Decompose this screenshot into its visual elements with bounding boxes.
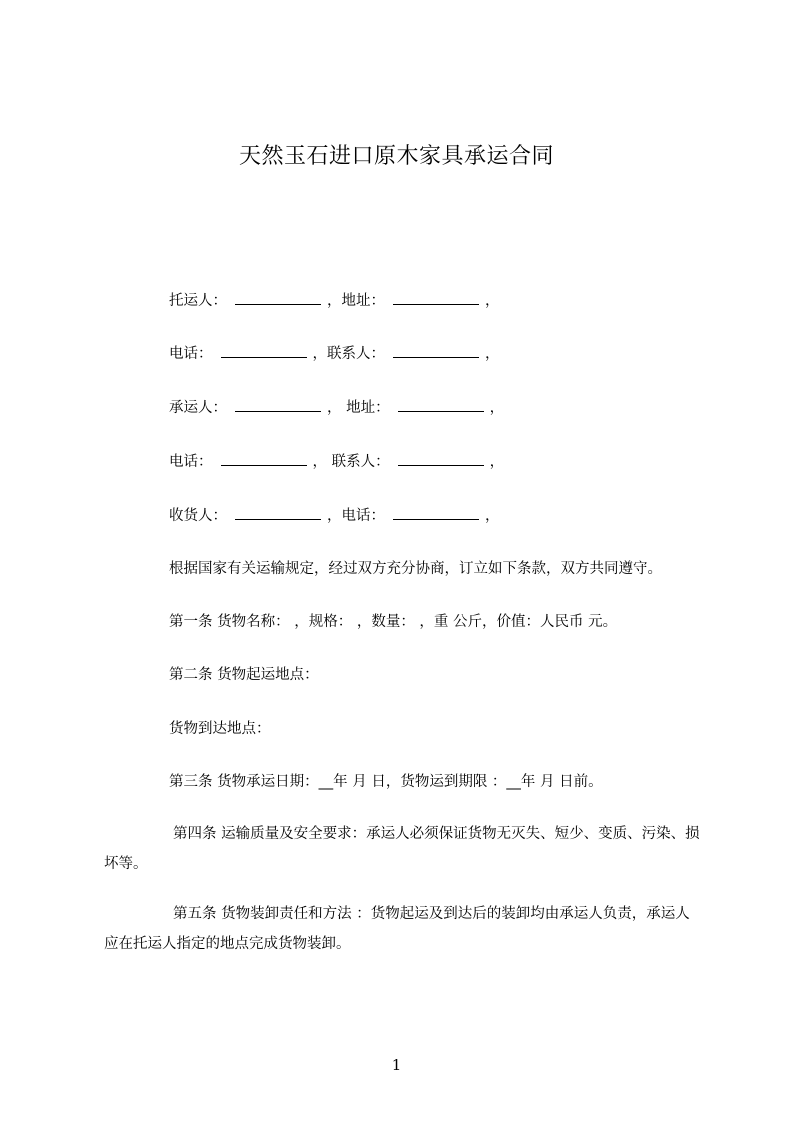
line-end: ， (489, 454, 505, 470)
document-title: 天然玉石进口原木家具承运合同 (238, 144, 554, 169)
shipper-phone-line (169, 343, 500, 365)
carrier-contact-label: ， 联系人： (312, 454, 390, 470)
arrival-location: 货物到达地点： (169, 721, 271, 737)
shipper-address-blank (393, 290, 479, 305)
article-4: 第四条 运输质量及安全要求：承运人必须保证货物无灭失、短少、变质、污染、损坏等。 (104, 826, 700, 872)
shipper-phone-blank (221, 343, 307, 358)
article-1: 第一条 货物名称： ，规格： ，数量： ，重 公斤，价值：人民币 元。 (169, 614, 618, 630)
carrier-phone-blank (221, 451, 307, 466)
carrier-line (169, 397, 504, 419)
carrier-name-blank (235, 397, 321, 412)
article-2: 第二条 货物起运地点： (169, 667, 319, 683)
shipper-address-label: ，地址： (327, 293, 385, 309)
article-5: 第五条 货物装卸责任和方法 ：货物起运及到达后的装卸均由承运人负责，承运人应在托运人指定的地点完成货物装卸。 (104, 906, 690, 952)
carrier-label: 承运人： (169, 400, 227, 416)
intro-paragraph: 根据国家有关运输规定，经过双方充分协商，订立如下条款，双方共同遵守。 (169, 561, 662, 577)
consignee-name-blank (235, 505, 321, 520)
line-end: ， (485, 293, 500, 309)
line-end: ， (489, 400, 505, 416)
carrier-phone-line (169, 451, 504, 473)
consignee-phone-blank (393, 505, 479, 520)
shipper-phone-label: 电话： (169, 346, 213, 362)
consignee-line (169, 505, 500, 527)
page-number: 1 (391, 1056, 402, 1074)
consignee-label: 收货人： (169, 508, 227, 524)
shipper-name-blank (235, 290, 321, 305)
consignee-phone-label: ，电话： (327, 508, 385, 524)
line-end: ， (485, 346, 500, 362)
carrier-address-blank (398, 397, 484, 412)
shipper-contact-label: ，联系人： (312, 346, 385, 362)
shipper-label: 托运人： (169, 293, 227, 309)
carrier-phone-label: 电话： (169, 454, 213, 470)
shipper-line (169, 290, 500, 312)
shipper-contact-blank (393, 343, 479, 358)
carrier-contact-blank (398, 451, 484, 466)
line-end: ， (485, 508, 500, 524)
article-3: 第三条 货物承运日期：__年 月 日，货物运到期限 ：__年 月 日前。 (169, 774, 603, 790)
carrier-address-label: ， 地址： (327, 400, 390, 416)
